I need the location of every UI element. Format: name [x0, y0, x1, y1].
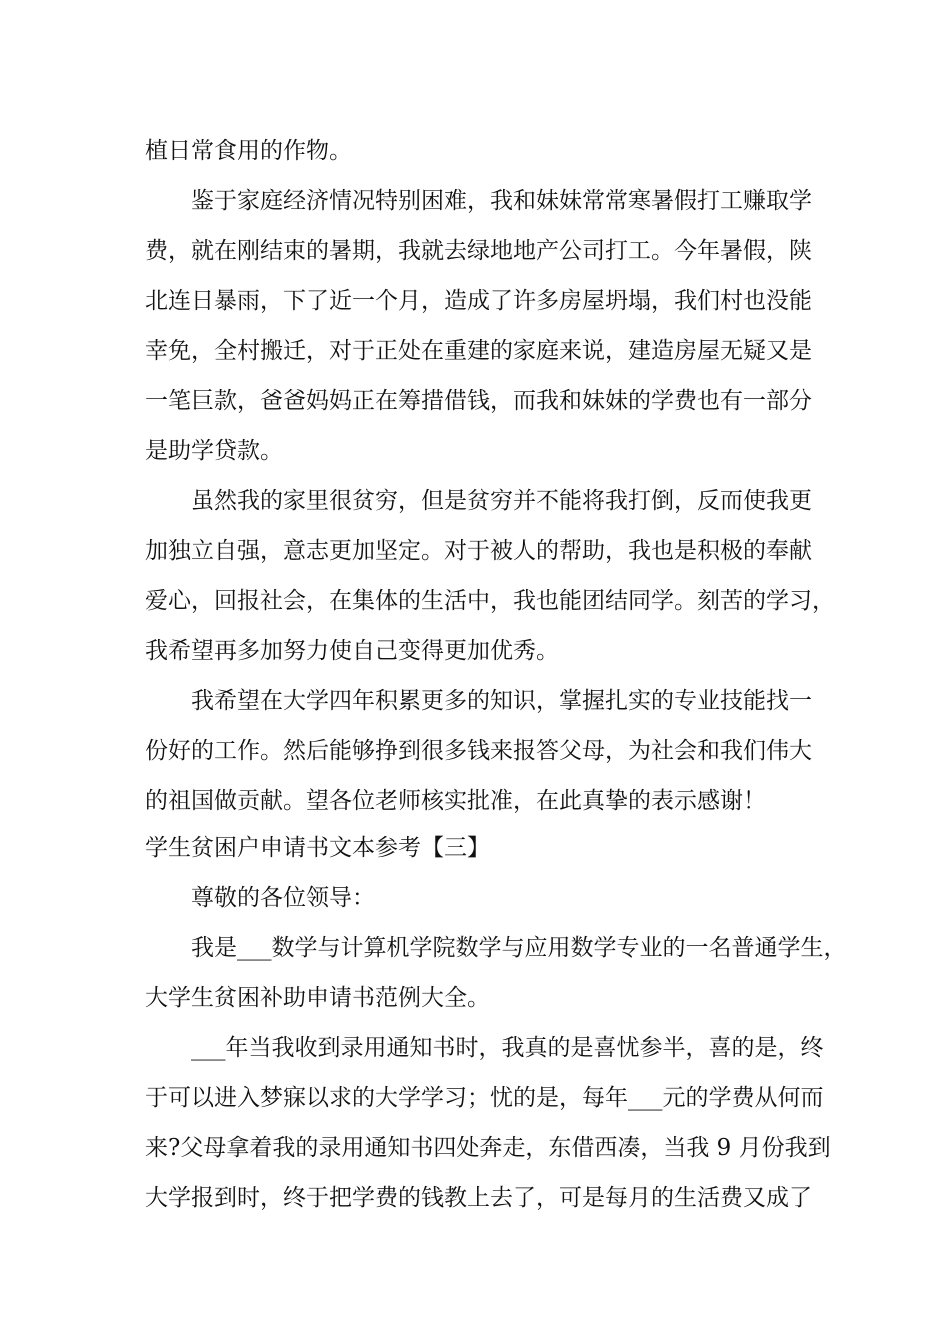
text-line: 大学报到时，终于把学费的钱教上去了，可是每月的生活费又成了 [145, 1185, 812, 1211]
text-line: 植日常食用的作物。 [145, 138, 352, 164]
section-heading: 学生贫困户申请书文本参考【三】 [145, 835, 490, 861]
text-line: 爱心，回报社会，在集体的生活中，我也能团结同学。刻苦的学习， [145, 588, 835, 614]
text-line: 来?父母拿着我的录用通知书四处奔走，东借西凑，当我 9 月份我到 [145, 1135, 831, 1161]
text-line: ___年当我收到录用通知书时，我真的是喜忧参半，喜的是，终 [191, 1035, 824, 1061]
text-line: 一笔巨款，爸爸妈妈正在筹措借钱，而我和妹妹的学费也有一部分 [145, 388, 812, 414]
salutation: 尊敬的各位领导： [191, 885, 375, 911]
text-line: 费，就在刚结束的暑期，我就去绿地地产公司打工。今年暑假，陕 [145, 238, 812, 264]
text-line: 我希望再多加努力使自己变得更加优秀。 [145, 638, 559, 664]
text-line: 加独立自强，意志更加坚定。对于被人的帮助，我也是积极的奉献 [145, 538, 812, 564]
text-line: 幸免，全村搬迁，对于正处在重建的家庭来说，建造房屋无疑又是 [145, 338, 812, 364]
text-line: 的祖国做贡献。望各位老师核实批准，在此真挚的表示感谢！ [145, 788, 766, 814]
text-line: 北连日暴雨，下了近一个月，造成了许多房屋坍塌，我们村也没能 [145, 288, 812, 314]
text-line: 我是___数学与计算机学院数学与应用数学专业的一名普通学生， [191, 935, 847, 961]
text-line: 大学生贫困补助申请书范例大全。 [145, 985, 490, 1011]
text-line: 份好的工作。然后能够挣到很多钱来报答父母，为社会和我们伟大 [145, 738, 812, 764]
text-line: 鉴于家庭经济情况特别困难，我和妹妹常常寒暑假打工赚取学 [191, 188, 812, 214]
text-line: 虽然我的家里很贫穷，但是贫穷并不能将我打倒，反而使我更 [191, 488, 812, 514]
text-line: 于可以进入梦寐以求的大学学习；忧的是，每年___元的学费从何而 [145, 1085, 824, 1111]
text-line: 我希望在大学四年积累更多的知识，掌握扎实的专业技能找一 [191, 688, 812, 714]
text-line: 是助学贷款。 [145, 438, 283, 464]
